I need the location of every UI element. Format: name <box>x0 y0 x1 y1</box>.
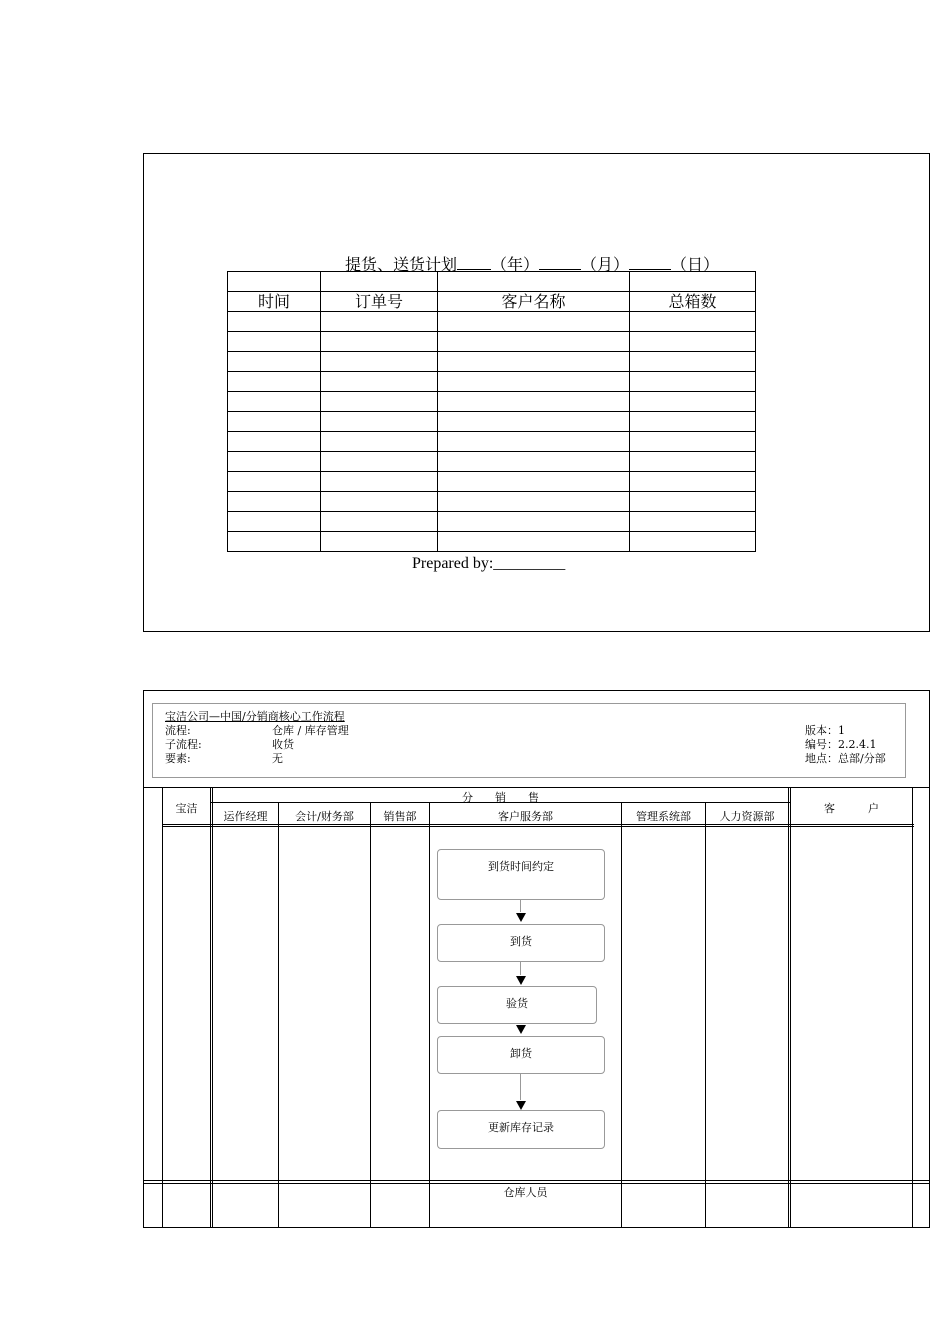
table-cell[interactable] <box>321 392 438 412</box>
arrow-down-icon <box>516 976 526 985</box>
table-cell[interactable] <box>321 372 438 392</box>
location-info: 地点：总部/分部 <box>805 752 886 765</box>
table-row <box>228 412 756 432</box>
company-title: 宝洁公司—中国/分销商核心工作流程 <box>165 710 345 723</box>
grid-line <box>429 802 430 1228</box>
grid-line <box>162 824 914 825</box>
table-cell[interactable] <box>438 432 630 452</box>
table-cell[interactable] <box>630 512 756 532</box>
table-cell[interactable] <box>630 312 756 332</box>
table-cell[interactable] <box>438 272 630 292</box>
grid-line <box>788 787 789 1228</box>
table-cell[interactable] <box>321 532 438 552</box>
grid-line <box>162 787 163 1228</box>
table-row <box>228 352 756 372</box>
month-blank[interactable] <box>539 255 581 270</box>
table-row <box>228 492 756 512</box>
header-order-no: 订单号 <box>321 292 438 312</box>
column-sales: 销售部 <box>383 810 417 823</box>
flow-step-arrival[interactable] <box>437 924 605 962</box>
table-row <box>228 512 756 532</box>
table-cell[interactable] <box>630 492 756 512</box>
flow-step-inspection[interactable] <box>437 986 597 1024</box>
table-row <box>228 432 756 452</box>
day-label: （日） <box>671 255 720 274</box>
table-cell[interactable] <box>630 432 756 452</box>
grid-line <box>162 826 914 827</box>
subprocess-label: 子流程: <box>165 738 202 751</box>
table-row <box>228 272 756 292</box>
table-cell[interactable] <box>228 272 321 292</box>
table-row <box>228 532 756 552</box>
table-cell[interactable] <box>321 432 438 452</box>
connector-line <box>520 900 521 912</box>
table-cell[interactable] <box>228 392 321 412</box>
plan-table <box>227 271 756 552</box>
table-cell[interactable] <box>438 412 630 432</box>
table-cell[interactable] <box>438 452 630 472</box>
table-row <box>228 372 756 392</box>
table-cell[interactable] <box>438 332 630 352</box>
column-ops-manager: 运作经理 <box>223 810 268 823</box>
table-cell[interactable] <box>630 472 756 492</box>
process-value: 仓库 / 库存管理 <box>272 724 349 737</box>
table-cell[interactable] <box>438 312 630 332</box>
column-hr: 人力资源部 <box>719 810 775 823</box>
table-row <box>228 392 756 412</box>
table-row <box>228 312 756 332</box>
column-customer: 客 户 <box>824 802 879 815</box>
flow-step-label: 到货时间约定 <box>488 860 554 873</box>
arrow-down-icon <box>516 1025 526 1034</box>
table-cell[interactable] <box>321 332 438 352</box>
table-cell[interactable] <box>630 392 756 412</box>
table-cell[interactable] <box>438 372 630 392</box>
table-cell[interactable] <box>438 472 630 492</box>
year-blank[interactable] <box>457 255 491 270</box>
table-cell[interactable] <box>438 492 630 512</box>
day-blank[interactable] <box>629 255 671 270</box>
table-cell[interactable] <box>228 352 321 372</box>
version-info: 版本：1 <box>805 724 845 737</box>
table-cell[interactable] <box>630 332 756 352</box>
table-cell[interactable] <box>228 532 321 552</box>
table-row <box>228 472 756 492</box>
table-cell[interactable] <box>630 272 756 292</box>
table-cell[interactable] <box>321 452 438 472</box>
table-cell[interactable] <box>438 532 630 552</box>
table-cell[interactable] <box>321 312 438 332</box>
connector-line <box>520 1074 521 1100</box>
header-customer-name: 客户名称 <box>438 292 630 312</box>
table-cell[interactable] <box>630 372 756 392</box>
process-label: 流程: <box>165 724 191 737</box>
header-time: 时间 <box>228 292 321 312</box>
elements-label: 要素: <box>165 752 191 765</box>
elements-value: 无 <box>272 752 283 765</box>
table-cell[interactable] <box>630 352 756 372</box>
table-cell[interactable] <box>228 512 321 532</box>
flow-step-unloading[interactable] <box>437 1036 605 1074</box>
year-label: （年） <box>491 255 540 274</box>
flow-step-label: 验货 <box>506 997 528 1010</box>
subprocess-value: 收货 <box>272 738 294 751</box>
table-cell[interactable] <box>228 472 321 492</box>
table-cell[interactable] <box>630 412 756 432</box>
table-cell[interactable] <box>321 412 438 432</box>
grid-line <box>143 1180 930 1181</box>
month-label: （月） <box>581 255 630 274</box>
table-header-row <box>228 292 756 312</box>
connector-line <box>520 962 521 975</box>
table-cell[interactable] <box>228 452 321 472</box>
grid-line <box>790 787 791 1228</box>
prepared-by: Prepared by:_________ <box>412 555 566 572</box>
column-distributor: 分 销 售 <box>462 791 539 804</box>
grid-line <box>370 802 371 1228</box>
grid-line <box>705 802 706 1228</box>
table-cell[interactable] <box>321 352 438 372</box>
table-cell[interactable] <box>228 492 321 512</box>
grid-line <box>621 802 622 1228</box>
table-cell[interactable] <box>438 352 630 372</box>
table-cell[interactable] <box>321 492 438 512</box>
table-cell[interactable] <box>228 312 321 332</box>
flow-step-label: 卸货 <box>510 1047 532 1060</box>
table-cell[interactable] <box>630 532 756 552</box>
flow-step-arrival-time[interactable] <box>437 849 605 900</box>
grid-line <box>212 787 213 1228</box>
grid-line <box>278 802 279 1228</box>
grid-line <box>143 787 930 788</box>
column-pg: 宝洁 <box>175 802 198 815</box>
table-cell[interactable] <box>438 512 630 532</box>
table-cell[interactable] <box>321 272 438 292</box>
table-cell[interactable] <box>438 392 630 412</box>
flow-step-update-inventory[interactable] <box>437 1110 605 1149</box>
table-cell[interactable] <box>228 372 321 392</box>
header-total-boxes: 总箱数 <box>630 292 756 312</box>
plan-title-text: 提货、送货计划 <box>345 255 458 274</box>
arrow-down-icon <box>516 913 526 922</box>
flow-step-label: 到货 <box>510 935 532 948</box>
arrow-down-icon <box>516 1101 526 1110</box>
grid-line <box>210 787 211 1228</box>
table-cell[interactable] <box>228 432 321 452</box>
role-warehouse-staff: 仓库人员 <box>503 1186 548 1199</box>
table-row <box>228 332 756 352</box>
grid-line <box>912 787 913 1228</box>
column-mis: 管理系统部 <box>636 810 691 823</box>
table-cell[interactable] <box>321 472 438 492</box>
column-customer-service: 客户服务部 <box>498 810 553 823</box>
number-info: 编号：2.2.4.1 <box>805 738 877 751</box>
table-cell[interactable] <box>228 412 321 432</box>
table-cell[interactable] <box>630 452 756 472</box>
table-cell[interactable] <box>228 332 321 352</box>
table-cell[interactable] <box>321 512 438 532</box>
flow-step-label: 更新库存记录 <box>488 1121 554 1134</box>
table-row <box>228 452 756 472</box>
column-finance: 会计/财务部 <box>295 810 354 823</box>
